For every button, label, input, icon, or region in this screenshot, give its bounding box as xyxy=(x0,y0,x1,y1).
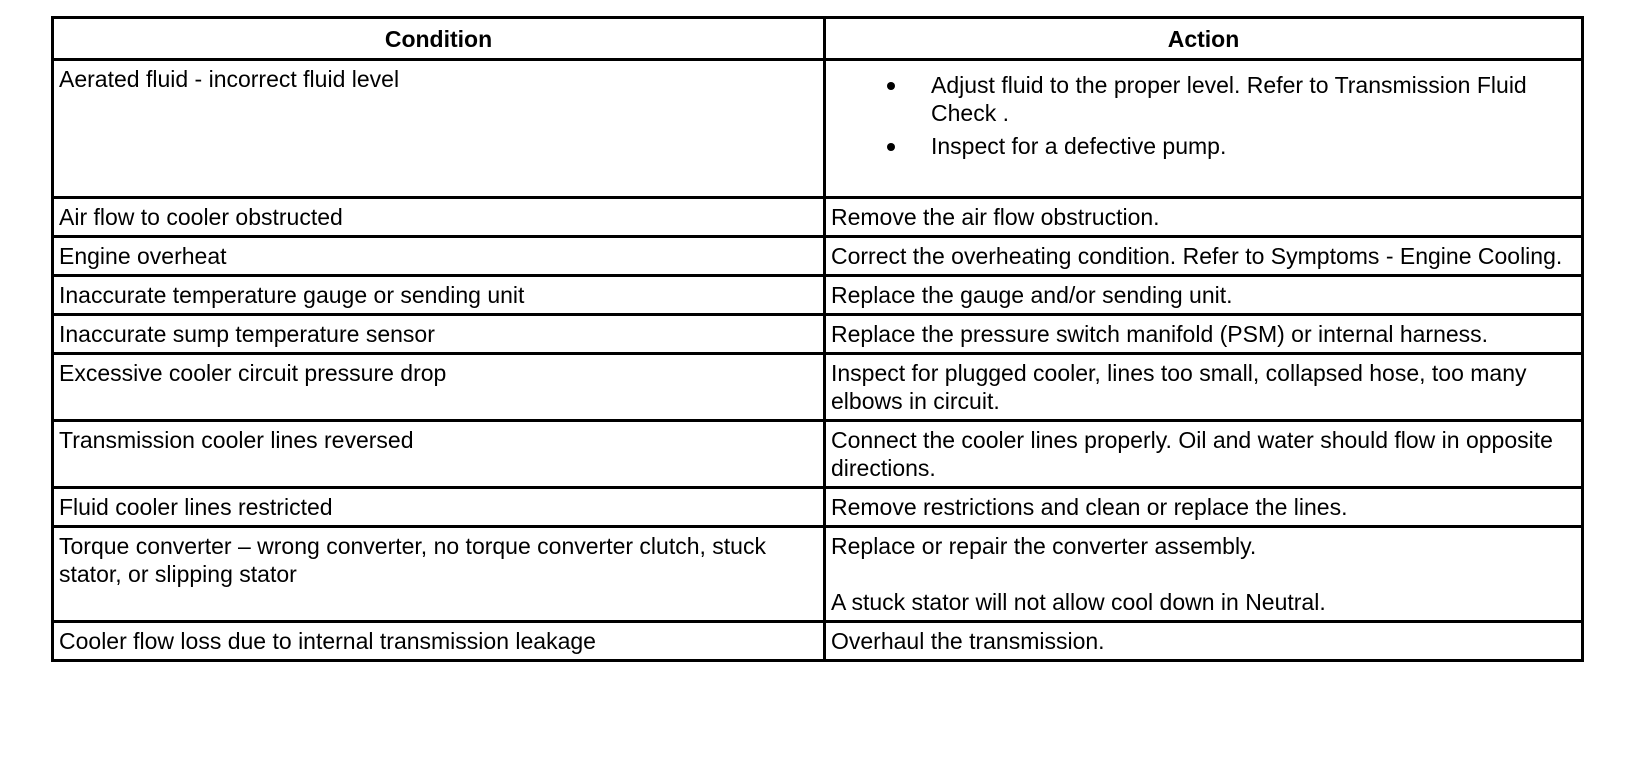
table-row xyxy=(53,276,1583,315)
condition-cell: Excessive cooler circuit pressure drop xyxy=(53,354,825,421)
table-row xyxy=(53,237,1583,276)
condition-cell: Engine overheat xyxy=(53,237,825,276)
table-row xyxy=(53,527,1583,622)
condition-cell: Fluid cooler lines restricted xyxy=(53,488,825,527)
action-cell: Correct the overheating condition. Refer to Symptoms - Engine Cooling. xyxy=(825,237,1583,276)
action-cell: Replace the gauge and/or sending unit. xyxy=(825,276,1583,315)
action-cell: Overhaul the transmission. xyxy=(825,622,1583,661)
condition-cell: Inaccurate temperature gauge or sending unit xyxy=(53,276,825,315)
table-row xyxy=(53,622,1583,661)
action-cell: Remove the air flow obstruction. xyxy=(825,198,1583,237)
table-row xyxy=(53,198,1583,237)
condition-cell: Torque converter – wrong converter, no torque converter clutch, stuck stator, or slipping stator xyxy=(53,527,825,622)
action-bullet-text: Adjust fluid to the proper level. Refer to Transmission Fluid Check . xyxy=(931,72,1527,126)
action-cell: Replace the pressure switch manifold (PSM) or internal harness. xyxy=(825,315,1583,354)
bullet-icon xyxy=(887,143,895,151)
diagnostic-table xyxy=(51,16,1584,662)
condition-cell: Cooler flow loss due to internal transmission leakage xyxy=(53,622,825,661)
action-bullet-list xyxy=(831,71,1575,160)
table-row xyxy=(53,315,1583,354)
condition-cell: Air flow to cooler obstructed xyxy=(53,198,825,237)
action-bullet xyxy=(931,71,1575,127)
condition-cell: Aerated fluid - incorrect fluid level xyxy=(53,60,825,198)
table-header-row xyxy=(53,18,1583,60)
header-condition: Condition xyxy=(53,18,825,60)
action-cell xyxy=(825,527,1583,622)
table-row xyxy=(53,421,1583,488)
action-bullet-text: Inspect for a defective pump. xyxy=(931,133,1227,159)
action-cell: Connect the cooler lines properly. Oil and water should flow in opposite directions. xyxy=(825,421,1583,488)
action-note: A stuck stator will not allow cool down in Neutral. xyxy=(831,589,1326,615)
condition-cell: Inaccurate sump temperature sensor xyxy=(53,315,825,354)
bullet-icon xyxy=(887,82,895,90)
header-action: Action xyxy=(825,18,1583,60)
action-cell: Inspect for plugged cooler, lines too small, collapsed hose, too many elbows in circuit. xyxy=(825,354,1583,421)
table-row xyxy=(53,60,1583,198)
table-row xyxy=(53,488,1583,527)
table-row xyxy=(53,354,1583,421)
condition-cell: Transmission cooler lines reversed xyxy=(53,421,825,488)
action-bullet xyxy=(931,132,1575,160)
action-text: Replace or repair the converter assembly. xyxy=(831,533,1257,559)
action-cell xyxy=(825,60,1583,198)
action-cell: Remove restrictions and clean or replace the lines. xyxy=(825,488,1583,527)
